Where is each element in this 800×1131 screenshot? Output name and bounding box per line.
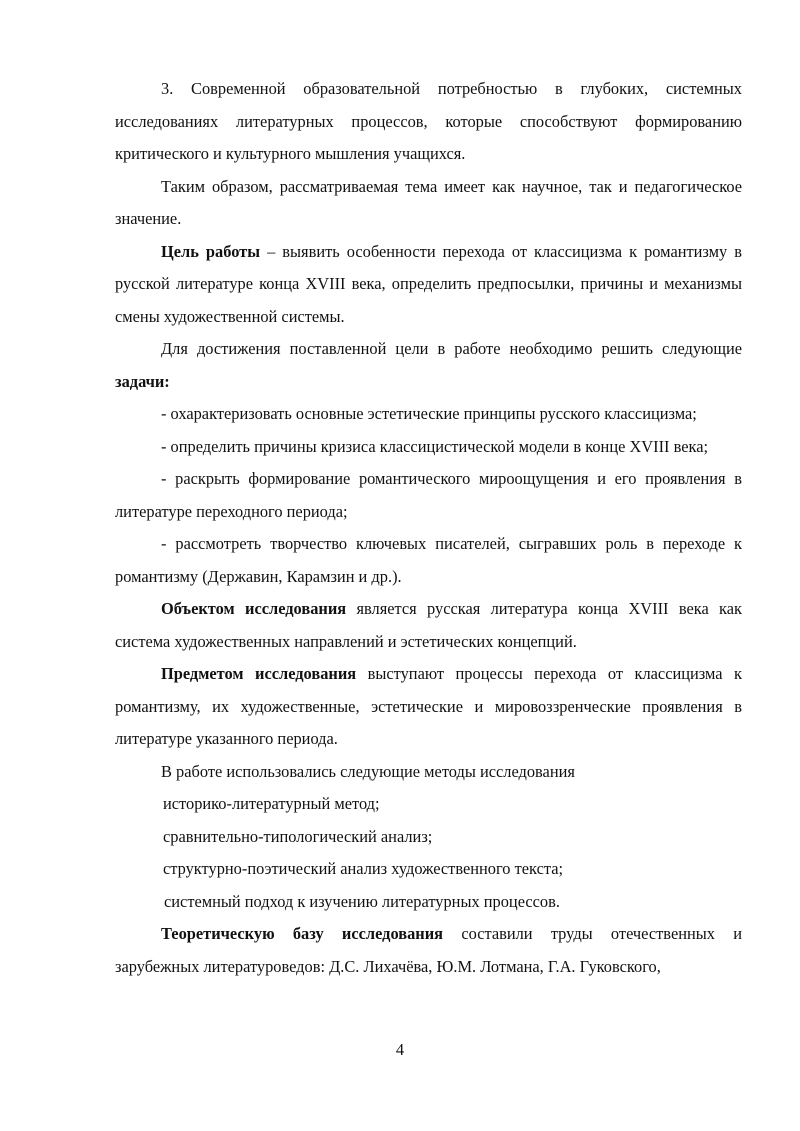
page-number: 4 [395, 1040, 405, 1059]
task-item: - охарактеризовать основные эстетические принципы русского классицизма; [161, 404, 697, 423]
tasks-intro-text: Для достижения поставленной цели в работе необходимо решить следующие [161, 339, 742, 358]
paragraph-subject [115, 658, 742, 756]
paragraph-tasks-intro [115, 333, 742, 398]
paragraph-conclusion: Таким образом, рассматриваемая тема имеет как научное, так и педагогическое значение. [115, 176, 742, 228]
tasks-heading: задачи: [115, 371, 170, 391]
task-item: - раскрыть формирование романтического мироощущения и его проявления в литературе переходного периода; [115, 469, 742, 521]
method-item: системный подход к изучению литературных процессов. [164, 891, 560, 911]
subject-text: выступают процессы перехода от классицизма к романтизму, их художественные, эстетические и мировоззренческие проявления в литературе указанного периода. [115, 664, 743, 748]
object-heading: Объектом исследования [161, 599, 347, 618]
method-item: сравнительно-типологический анализ; [163, 826, 433, 846]
theory-text: составили труды отечественных и зарубежных литературоведов: Д.С. Лихачёва, Ю.М. Лотмана, Г.А. Гуковского, [115, 924, 742, 976]
theory-heading: Теоретическую базу исследования [161, 924, 444, 943]
paragraph-theoretical-base [115, 918, 742, 983]
methods-intro: В работе использовались следующие методы исследования [161, 761, 575, 781]
method-item: структурно-поэтический анализ художественного текста; [163, 859, 564, 878]
subject-heading: Предметом исследования [161, 664, 357, 683]
paragraph-object [115, 593, 742, 658]
goal-heading: Цель работы [161, 241, 261, 261]
task-item: - рассмотреть творчество ключевых писателей, сыгравших роль в переходе к романтизму (Державин, Карамзин и др.). [115, 534, 742, 586]
paragraph-relevance-3: 3. Современной образовательной потребностью в глубоких, системных исследованиях литературных процессов, которые способствуют формированию критического и культурного мышления учащихся. [115, 79, 742, 163]
paragraph-goal [115, 236, 742, 334]
goal-text: – выявить особенности перехода от классицизма к романтизму в русской литературе конца XVIII века, определить предпосылки, причины и механизмы смены художественной системы. [115, 241, 742, 326]
object-text: является русская литература конца XVIII века как система художественных направлений и эстетических концепций. [115, 599, 742, 651]
method-item: историко-литературный метод; [163, 794, 380, 813]
task-item: - определить причины кризиса классицистической модели в конце XVIII века; [161, 436, 709, 456]
